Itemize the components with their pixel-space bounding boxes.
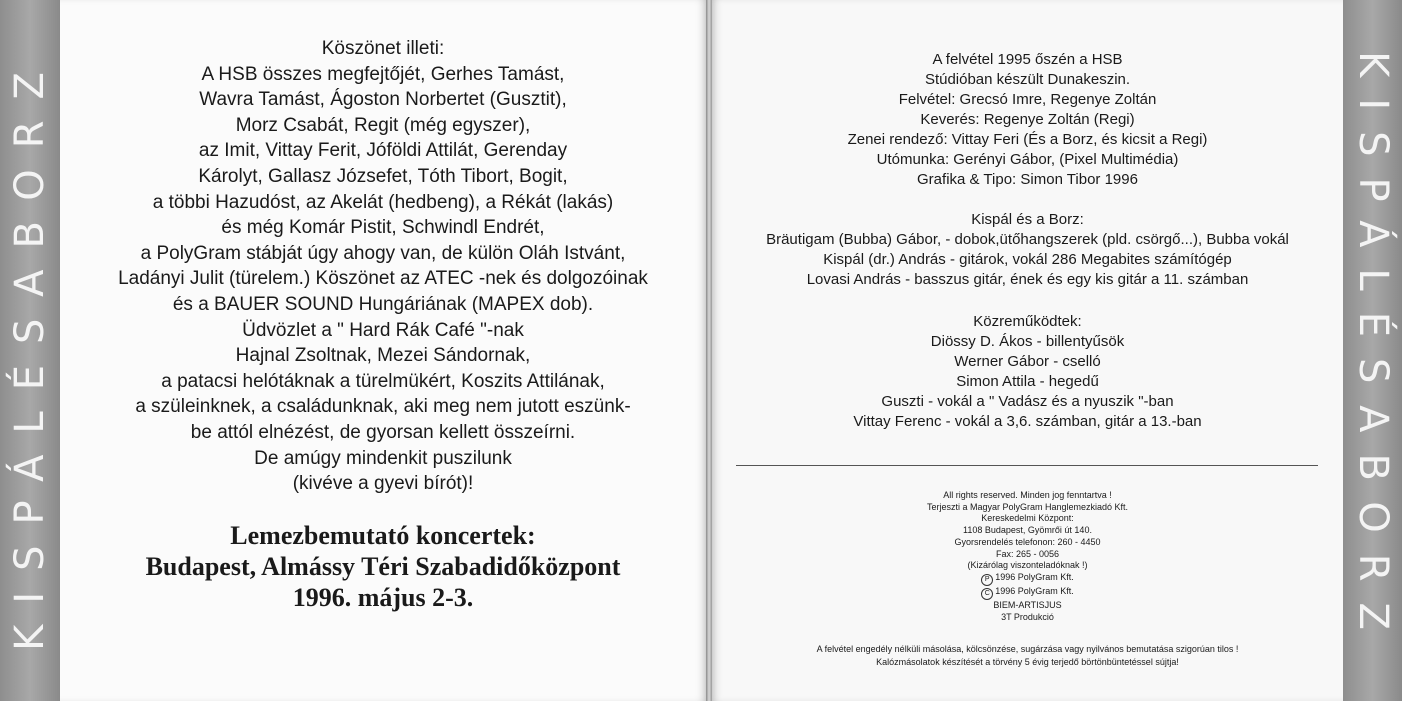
concert-heading: Lemezbemutató koncertek: [230,521,536,550]
legal-line: 3T Produkció [1001,611,1054,622]
thanks-line: Üdvözlet a " Hard Rák Café "-nak [242,319,524,341]
copy-warning [712,643,1343,669]
thanks-text [60,36,706,497]
legal-line: All rights reserved. Minden jog fenntartva ! [943,490,1112,500]
credit-line: A felvétel 1995 őszén a HSB [932,51,1123,68]
guest-line: Vittay Ferenc - vokál a 3,6. számban, gitár a 13.-ban [853,413,1202,430]
divider-rule [736,465,1318,466]
copyright-text: 1996 PolyGram Kft. [995,585,1074,596]
spine-title-right: KISPÁLÉSABORZ [1349,50,1396,651]
warning-line: Kalózmásolatok készítését a törvény 5 évig terjedő börtönbüntetéssel sújtja! [876,657,1179,667]
legal-line: Fax: 265 - 0056 [995,548,1060,559]
legal-line: BIEM-ARTISJUS [993,599,1062,610]
thanks-line: A HSB összes megfejtőjét, Gerhes Tamást, [201,63,565,85]
thanks-line: Ladányi Julit (türelem.) Köszönet az ATEC -nek és dolgozóinak [118,268,648,290]
right-page [712,0,1343,701]
band-members [712,210,1343,290]
thanks-line: Morz Csabát, Regit (még egyszer), [235,114,531,136]
thanks-line: De amúgy mindenkit puszilunk [254,447,512,469]
credit-line: Grafika & Tipo: Simon Tibor 1996 [917,171,1138,188]
left-spine [0,0,60,701]
credit-line: Stúdióban készült Dunakeszin. [924,71,1131,88]
guest-line: Diössy D. Ákos - billentyűsök [930,333,1125,350]
legal-line: Terjeszti a Magyar PolyGram Hanglemezkiadó Kft. [926,501,1129,512]
thanks-line: Wavra Tamást, Ágoston Norbertet (Gusztit), [199,89,567,111]
concert-venue: Budapest, Almássy Téri Szabadidőközpont [145,552,621,581]
thanks-line: a PolyGram stábját úgy ahogy van, de külön Oláh Istvánt, [140,242,626,264]
concert-announcement [60,520,706,613]
credit-line: Keverés: Regenye Zoltán (Regi) [920,111,1135,128]
legal-notice [712,490,1343,623]
left-page [60,0,706,701]
thanks-line: a szüleinknek, a családunknak, aki meg nem jutott eszünk- [135,396,631,418]
phonogram-line [712,572,1343,586]
recording-credits [712,50,1343,190]
thanks-line: (kivéve a gyevi bírót)! [292,473,474,495]
legal-line: Kereskedelmi Központ: [981,513,1074,524]
band-heading: Kispál és a Borz: [971,211,1084,228]
copyright-icon: C [981,588,993,600]
thanks-line: és a BAUER SOUND Hungáriának (MAPEX dob). [172,293,594,315]
phonogram-text: 1996 PolyGram Kft. [995,571,1074,582]
concert-date: 1996. május 2-3. [292,583,474,612]
thanks-line: a többi Hazudóst, az Akelát (hedbeng), a Rékát (lakás) [152,191,614,213]
copyright-line [712,586,1343,600]
thanks-line: Károlyt, Gallasz Józsefet, Tóth Tibort, Bogit, [198,165,568,187]
thanks-line: a patacsi helótáknak a türelmükért, Koszits Attilának, [161,370,605,392]
warning-line: A felvétel engedély nélküli másolása, kölcsönzése, sugárzása vagy nyilvános bemutatása szigorúan tilos ! [816,644,1239,654]
guest-line: Simon Attila - hegedű [956,373,1099,390]
legal-line: 1108 Budapest, Gyömrői út 140. [963,525,1092,536]
guest-line: Werner Gábor - cselló [954,353,1101,370]
legal-line: (Kizárólag viszonteladóknak !) [967,560,1088,571]
legal-line: Gyorsrendelés telefonon: 260 - 4450 [954,536,1101,547]
thanks-line: be attól elnézést, de gyorsan kellett összeírni. [190,421,576,443]
thanks-line: Hajnal Zsoltnak, Mezei Sándornak, [235,345,531,367]
thanks-line: az Imit, Vittay Ferit, Jóföldi Attilát, Gerenday [198,140,568,162]
credit-line: Felvétel: Grecsó Imre, Regenye Zoltán [898,91,1157,108]
band-member-line: Lovasi András - basszus gitár, ének és egy kis gitár a 11. számban [806,271,1249,288]
band-member-line: Bräutigam (Bubba) Gábor, - dobok,ütőhangszerek (pld. csörgő...), Bubba vokál [766,231,1289,248]
spine-title-left: KISPÁLÉSABORZ [7,50,54,651]
right-spine [1343,0,1402,701]
credit-line: Zenei rendező: Vittay Feri (És a Borz, és kicsit a Regi) [847,131,1208,148]
phonogram-icon: P [981,574,993,586]
band-member-line: Kispál (dr.) András - gitárok, vokál 286 Megabites számítógép [823,251,1232,268]
guest-musicians [712,312,1343,432]
credit-line: Utómunka: Gerényi Gábor, (Pixel Multimédia) [876,151,1179,168]
guest-line: Guszti - vokál a " Vadász és a nyuszik "-ban [881,393,1174,410]
guests-heading: Közreműködtek: [973,313,1082,330]
thanks-line: és még Komár Pistit, Schwindl Endrét, [221,217,545,239]
thanks-line: Köszönet illeti: [321,38,445,59]
